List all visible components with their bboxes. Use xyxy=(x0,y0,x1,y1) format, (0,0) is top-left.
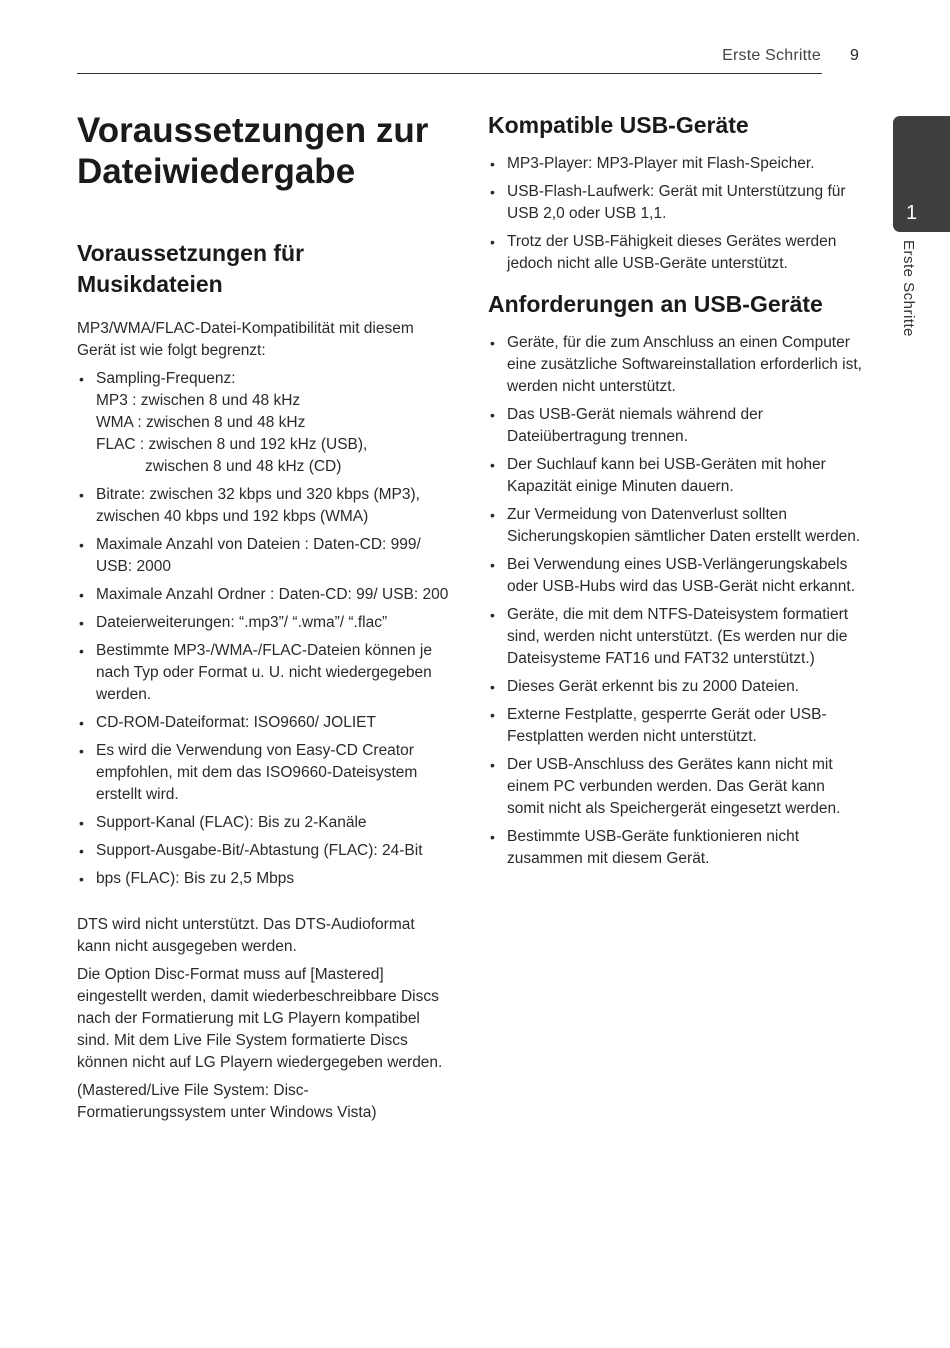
compatible-usb-list xyxy=(488,153,863,275)
sampling-flac: FLAC : zwischen 8 und 192 kHz (USB), xyxy=(96,436,368,453)
bullet-icon: • xyxy=(490,757,495,773)
section-heading-music-files: Voraussetzungen für Musikdateien xyxy=(77,240,305,297)
list-item: • Der Suchlauf kann bei USB-Geräten mit hoher Kapazität einige Minuten dauern. xyxy=(490,456,826,495)
bullet-icon: • xyxy=(490,607,495,623)
bullet-icon: • xyxy=(79,743,84,759)
list-item: • Geräte, die mit dem NTFS-Dateisystem formatiert sind, werden nicht unterstützt. (Es werden nur die Dateisysteme FAT16 und FAT32 unterstützt.) xyxy=(490,606,849,667)
right-column xyxy=(488,110,863,876)
bullet-icon: • xyxy=(79,715,84,731)
list-item: • Maximale Anzahl Ordner : Daten-CD: 99/ USB: 200 xyxy=(77,584,452,606)
bullet-icon: • xyxy=(79,487,84,503)
left-column xyxy=(77,110,452,1130)
list-item: • MP3-Player: MP3-Player mit Flash-Speicher. xyxy=(488,153,863,175)
intro-paragraph: MP3/WMA/FLAC-Datei-Kompatibilität mit diesem Gerät ist wie folgt begrenzt: xyxy=(77,320,414,359)
bullet-icon: • xyxy=(490,156,495,172)
bullet-icon: • xyxy=(79,843,84,859)
list-item: • USB-Flash-Laufwerk: Gerät mit Unterstützung für USB 2,0 oder USB 1,1. xyxy=(490,183,846,222)
sampling-wma: WMA : zwischen 8 und 48 kHz xyxy=(96,414,306,431)
page-number: 9 xyxy=(850,47,859,64)
sampling-label: Sampling-Frequenz: xyxy=(96,370,236,387)
bullet-icon: • xyxy=(490,507,495,523)
bullet-icon: • xyxy=(490,335,495,351)
sampling-mp3: MP3 : zwischen 8 und 48 kHz xyxy=(96,392,301,409)
bullet-icon: • xyxy=(490,707,495,723)
bullet-icon: • xyxy=(490,234,495,250)
bullet-icon: • xyxy=(490,184,495,200)
bullet-icon: • xyxy=(490,829,495,845)
running-header-section: Erste Schritte xyxy=(722,47,821,64)
bullet-icon: • xyxy=(490,557,495,573)
page-title: Voraussetzungen zur Dateiwiedergabe xyxy=(77,111,429,191)
list-item: • Support-Kanal (FLAC): Bis zu 2-Kanäle xyxy=(77,812,452,834)
list-item: • Bitrate: zwischen 32 kbps und 320 kbps (MP3), zwischen 40 kbps und 192 kbps (WMA) xyxy=(79,486,420,525)
bullet-icon: • xyxy=(79,815,84,831)
section-heading-usb-requirements: Anforderungen an USB-Geräte xyxy=(488,291,823,317)
list-item: • Das USB-Gerät niemals während der Dateiübertragung trennen. xyxy=(490,406,763,445)
list-item: • bps (FLAC): Bis zu 2,5 Mbps xyxy=(77,868,452,890)
list-item: • Dateierweiterungen: “.mp3”/ “.wma”/ “.flac” xyxy=(77,612,452,634)
bullet-icon: • xyxy=(79,587,84,603)
list-item: • Bei Verwendung eines USB-Verlängerungskabels oder USB-Hubs wird das USB-Gerät nicht erkannt. xyxy=(490,556,856,595)
list-item: • Geräte, für die zum Anschluss an einen Computer eine zusätzliche Softwareinstallation erforderlich ist, werden nicht unterstützt. xyxy=(490,334,862,395)
chapter-tab-number: 1 xyxy=(906,202,918,224)
list-item: • Maximale Anzahl von Dateien : Daten-CD: 999/ USB: 2000 xyxy=(79,536,421,575)
notes-block xyxy=(77,914,452,1124)
note-disc-format: Die Option Disc-Format muss auf [Mastered] eingestellt werden, damit wiederbeschreibbare Discs nach der Formatierung mit LG Playern kompatibel sind. Mit dem Live File System formatierte Discs können nicht auf LG Playern wiedergegeben werden. xyxy=(77,966,443,1071)
list-item: • Es wird die Verwendung von Easy-CD Creator empfohlen, mit dem das ISO9660-Dateisystem erstellt wird. xyxy=(79,742,418,803)
bullet-icon: • xyxy=(79,371,84,387)
bullet-icon: • xyxy=(79,615,84,631)
note-dts: DTS wird nicht unterstützt. Das DTS-Audioformat kann nicht ausgegeben werden. xyxy=(77,916,415,955)
header-divider xyxy=(77,73,822,74)
list-item-sampling xyxy=(77,368,452,478)
list-item: • Dieses Gerät erkennt bis zu 2000 Dateien. xyxy=(488,676,863,698)
list-item: • Zur Vermeidung von Datenverlust sollten Sicherungskopien sämtlicher Daten erstellt werden. xyxy=(490,506,861,545)
sampling-flac-cd: zwischen 8 und 48 kHz (CD) xyxy=(145,458,342,475)
bullet-icon: • xyxy=(79,871,84,887)
note-file-system: (Mastered/Live File System: Disc-Formatierungssystem unter Windows Vista) xyxy=(77,1082,377,1121)
list-item: • Bestimmte USB-Geräte funktionieren nicht zusammen mit diesem Gerät. xyxy=(490,828,800,867)
list-item: • Der USB-Anschluss des Gerätes kann nicht mit einem PC verbunden werden. Das Gerät kann somit nicht als Speichergerät eingesetzt werden. xyxy=(490,756,841,817)
bullet-icon: • xyxy=(79,643,84,659)
list-item: • Trotz der USB-Fähigkeit dieses Gerätes werden jedoch nicht alle USB-Geräte unterstützt. xyxy=(490,233,837,272)
chapter-tab xyxy=(893,116,950,232)
music-requirements-list xyxy=(77,368,452,890)
list-item: • CD-ROM-Dateiformat: ISO9660/ JOLIET xyxy=(77,712,452,734)
bullet-icon: • xyxy=(490,457,495,473)
bullet-icon: • xyxy=(79,537,84,553)
chapter-tab-label: Erste Schritte xyxy=(900,240,917,338)
list-item: • Support-Ausgabe-Bit/-Abtastung (FLAC): 24-Bit xyxy=(77,840,452,862)
usb-requirements-list xyxy=(488,332,863,870)
bullet-icon: • xyxy=(490,407,495,423)
list-item: • Externe Festplatte, gesperrte Gerät oder USB-Festplatten werden nicht unterstützt. xyxy=(490,706,827,745)
section-heading-compatible-usb: Kompatible USB-Geräte xyxy=(488,112,749,138)
bullet-icon: • xyxy=(490,679,495,695)
list-item: • Bestimmte MP3-/WMA-/FLAC-Dateien können je nach Typ oder Format u. U. nicht wiedergegeben werden. xyxy=(79,642,432,703)
